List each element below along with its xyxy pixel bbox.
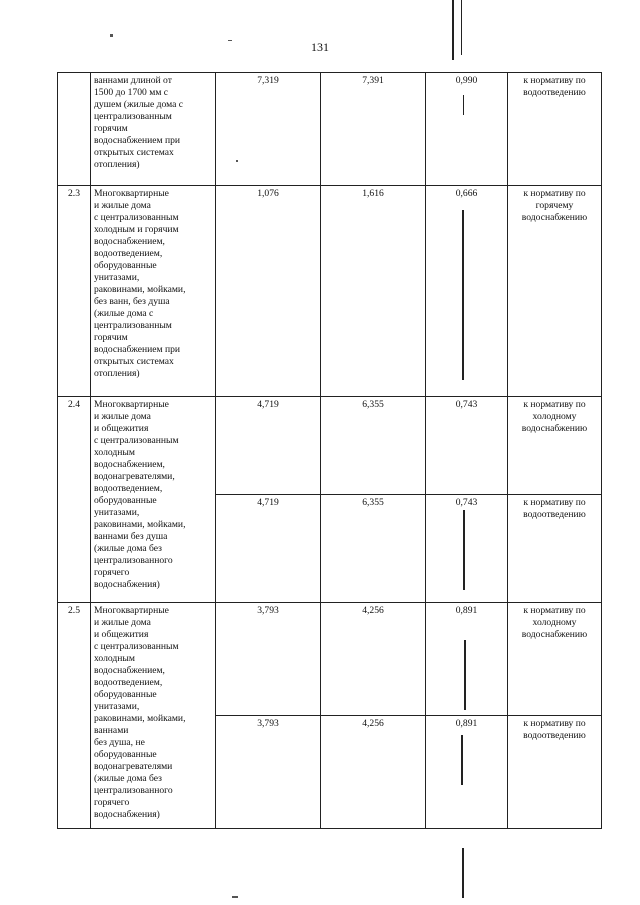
value-cell: 0,666 — [426, 186, 508, 397]
value-cell: 6,355 — [321, 495, 426, 603]
scan-artifact-line — [461, 735, 463, 785]
value-cell: 1,076 — [216, 186, 321, 397]
norms-table — [57, 72, 602, 829]
note-cell: к нормативу по водоотведению — [508, 716, 602, 829]
scan-artifact-line — [463, 510, 465, 590]
scan-speck — [232, 896, 238, 898]
scan-artifact-line — [461, 0, 462, 55]
value-cell: 4,256 — [321, 716, 426, 829]
row-number — [58, 73, 91, 186]
row-description: Многоквартирные и жилые дома и общежития с централизованным холодным водоснабжением, водонагревателями, водоотведением, оборудованные унитазами, раковинами, мойками, ваннами без душа (жилые дома без централизованного горячего водоснабжения) — [91, 397, 216, 603]
value-cell: 0,743 — [426, 495, 508, 603]
note-cell: к нормативу по водоотведению — [508, 73, 602, 186]
page-number: 131 — [311, 40, 329, 54]
note-cell: к нормативу по горячему водоснабжению — [508, 186, 602, 397]
value-cell: 0,891 — [426, 603, 508, 716]
value-cell: 7,391 — [321, 73, 426, 186]
scan-artifact-line — [464, 640, 466, 710]
row-description: ваннами длиной от 1500 до 1700 мм с душем (жилые дома с централизованным горячим водоснабжением при открытых системах отопления) — [91, 73, 216, 186]
row-description: Многоквартирные и жилые дома и общежития с централизованным холодным водоснабжением, водоотведением, оборудованные унитазами, раковинами, мойками, ваннами без душа, не оборудованные водонагревателями (жилые дома без централизованного горячего водоснабжения) — [91, 603, 216, 829]
value-cell: 7,319 — [216, 73, 321, 186]
value-cell: 0,743 — [426, 397, 508, 495]
value-cell: 0,990 — [426, 73, 508, 186]
row-number: 2.5 — [58, 603, 91, 829]
value-cell: 6,355 — [321, 397, 426, 495]
value-cell: 4,719 — [216, 495, 321, 603]
table-row — [58, 73, 602, 186]
value-cell: 3,793 — [216, 603, 321, 716]
value-cell: 3,793 — [216, 716, 321, 829]
scan-speck — [228, 40, 232, 41]
value-cell: 4,256 — [321, 603, 426, 716]
scan-artifact-line — [462, 210, 464, 380]
table-row — [58, 603, 602, 716]
note-cell: к нормативу по водоотведению — [508, 495, 602, 603]
note-cell: к нормативу по холодному водоснабжению — [508, 397, 602, 495]
note-cell: к нормативу по холодному водоснабжению — [508, 603, 602, 716]
row-number: 2.3 — [58, 186, 91, 397]
scan-artifact-line — [452, 0, 454, 60]
scan-artifact-line — [462, 848, 464, 898]
scan-speck — [236, 160, 238, 162]
row-description: Многоквартирные и жилые дома с централизованным холодным и горячим водоснабжением, водоотведением, оборудованные унитазами, раковинами, мойками, без ванн, без душа (жилые дома с централизованным горячим водоснабжением при открытых системах отопления) — [91, 186, 216, 397]
table-row — [58, 397, 602, 495]
value-cell: 1,616 — [321, 186, 426, 397]
scan-speck — [110, 34, 113, 37]
row-number: 2.4 — [58, 397, 91, 603]
value-cell: 0,891 — [426, 716, 508, 829]
table-row — [58, 186, 602, 397]
value-cell: 4,719 — [216, 397, 321, 495]
scan-artifact-line — [463, 95, 464, 115]
